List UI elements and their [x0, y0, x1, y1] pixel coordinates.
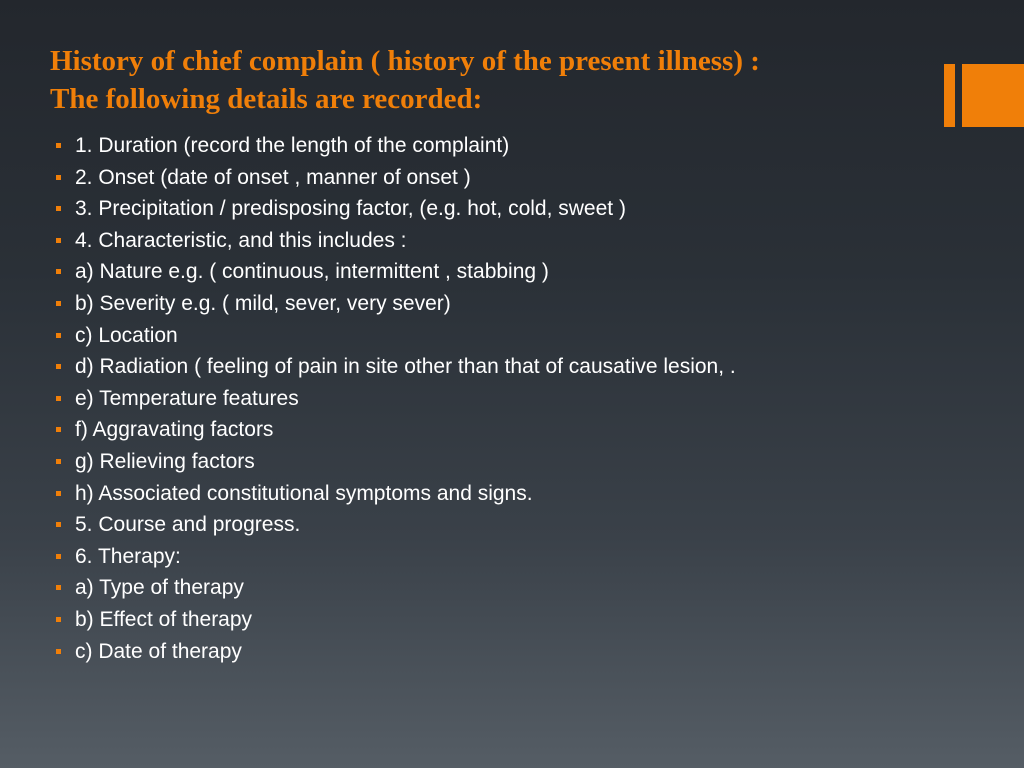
bullet-text: a) Nature e.g. ( continuous, intermittent , stabbing ) — [75, 260, 549, 284]
square-bullet-icon — [56, 333, 61, 338]
bullet-item-therapy-date — [52, 636, 952, 668]
square-bullet-icon — [56, 396, 61, 401]
bullet-text: 4. Characteristic, and this includes : — [75, 228, 407, 252]
bullet-list — [52, 130, 952, 667]
square-bullet-icon — [56, 364, 61, 369]
square-bullet-icon — [56, 301, 61, 306]
bullet-item-relieving — [52, 446, 952, 478]
bullet-text: 5. Course and progress. — [75, 513, 301, 537]
square-bullet-icon — [56, 175, 61, 180]
square-bullet-icon — [56, 649, 61, 654]
bullet-text: b) Effect of therapy — [75, 607, 253, 631]
bullet-text: g) Relieving factors — [75, 449, 255, 473]
square-bullet-icon — [56, 459, 61, 464]
bullet-item-therapy-effect — [52, 604, 952, 636]
bullet-item-associated — [52, 478, 952, 510]
bullet-text: c) Location — [75, 323, 178, 347]
bullet-item-severity — [52, 288, 952, 320]
square-bullet-icon — [56, 269, 61, 274]
bullet-item-course — [52, 509, 952, 541]
bullet-item-temperature — [52, 383, 952, 415]
bullet-text: h) Associated constitutional symptoms and signs. — [75, 481, 533, 505]
accent-bar-wide — [962, 64, 1024, 127]
bullet-text: 6. Therapy: — [75, 544, 181, 568]
bullet-text: 2. Onset (date of onset , manner of onset ) — [75, 165, 471, 189]
square-bullet-icon — [56, 238, 61, 243]
bullet-item-nature — [52, 256, 952, 288]
square-bullet-icon — [56, 585, 61, 590]
square-bullet-icon — [56, 206, 61, 211]
bullet-text: b) Severity e.g. ( mild, sever, very sever) — [75, 291, 451, 315]
bullet-item-precipitation — [52, 193, 952, 225]
slide-title-line-2: The following details are recorded: — [50, 83, 483, 115]
square-bullet-icon — [56, 522, 61, 527]
bullet-text: f) Aggravating factors — [75, 418, 274, 442]
bullet-text: 1. Duration (record the length of the complaint) — [75, 134, 510, 157]
bullet-item-therapy-type — [52, 572, 952, 604]
slide-title-line-1: History of chief complain ( history of the present illness) : — [50, 45, 760, 77]
bullet-item-radiation — [52, 351, 952, 383]
square-bullet-icon — [56, 554, 61, 559]
bullet-item-aggravating — [52, 414, 952, 446]
bullet-item-onset — [52, 162, 952, 194]
bullet-item-duration — [52, 130, 952, 162]
bullet-item-therapy — [52, 541, 952, 573]
square-bullet-icon — [56, 617, 61, 622]
slide-title — [50, 42, 910, 118]
bullet-item-location — [52, 320, 952, 352]
bullet-text: d) Radiation ( feeling of pain in site other than that of causative lesion, . — [75, 355, 736, 379]
bullet-text: a) Type of therapy — [75, 576, 244, 600]
bullet-text: e) Temperature features — [75, 386, 299, 410]
square-bullet-icon — [56, 491, 61, 496]
accent-bar-thin — [944, 64, 955, 127]
square-bullet-icon — [56, 427, 61, 432]
bullet-text: c) Date of therapy — [75, 639, 242, 663]
bullet-item-characteristic — [52, 225, 952, 257]
square-bullet-icon — [56, 143, 61, 148]
bullet-text: 3. Precipitation / predisposing factor, (e.g. hot, cold, sweet ) — [75, 197, 626, 221]
